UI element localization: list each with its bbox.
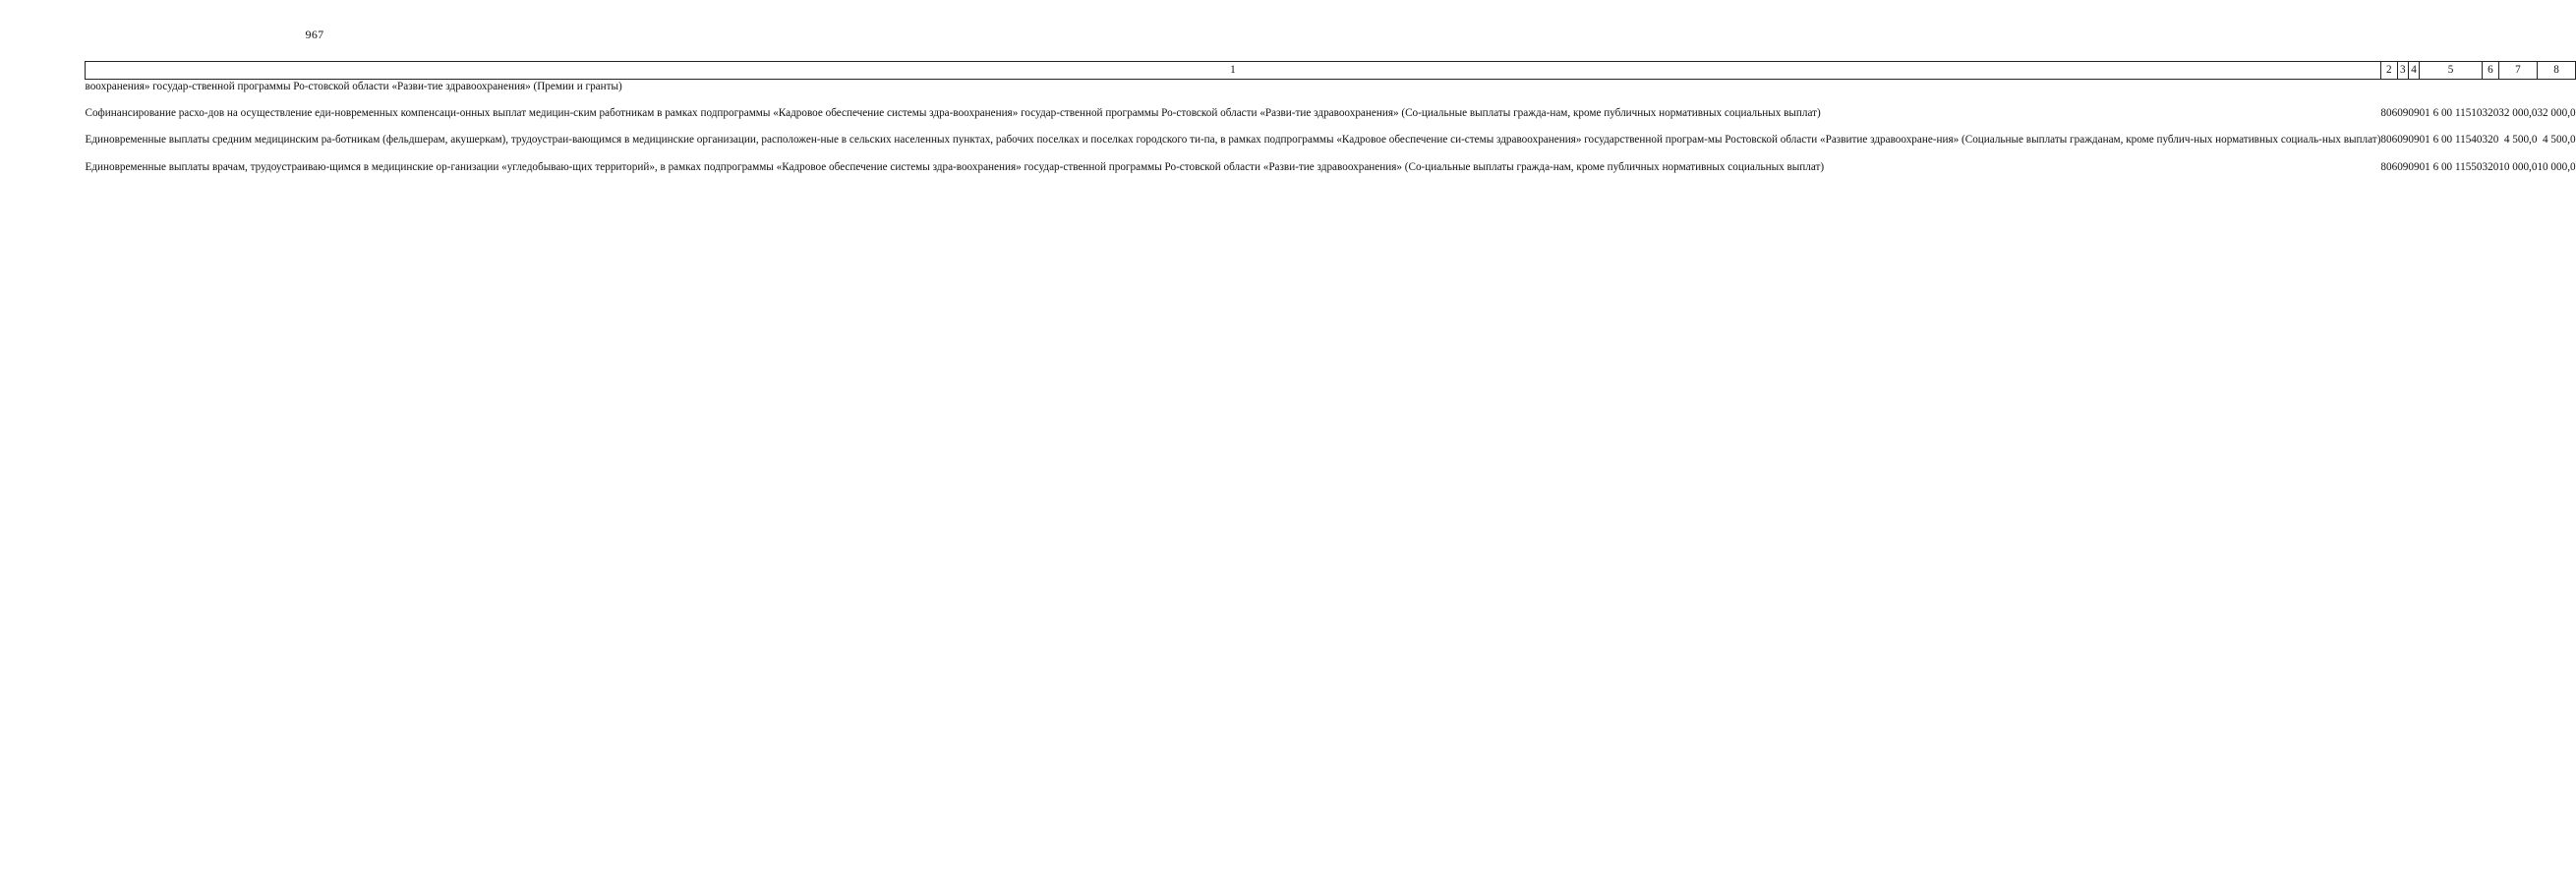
row-amount-2: 32 000,0	[2537, 107, 2576, 120]
row-amount-2	[2537, 80, 2575, 94]
header-col-4: 4	[2408, 62, 2419, 80]
row-target-article: 01 6 00 11540	[2419, 134, 2483, 147]
header-col-1: 1	[86, 62, 2381, 80]
header-row	[86, 62, 2576, 80]
row-amount-2: 10 000,0	[2537, 160, 2576, 173]
row-target-article: 01 6 00 11550	[2419, 160, 2483, 173]
row-amount-1: 10 000,0	[2498, 160, 2538, 173]
table-row	[86, 80, 2576, 94]
header-col-3: 3	[2397, 62, 2408, 80]
row-target-article: 01 6 00 11510	[2419, 107, 2483, 120]
table-row	[86, 93, 2576, 120]
row-description: Единовременные выплаты врачам, трудоустраиваю-щимся в медицинские ор-ганизации «угледобываю-щих территорий», в рамках подпрограммы «Кадровое обеспечение системы здра-воохранения» государ-ственной программы Ро-стовской области «Разви-тие здравоохранения» (Со-циальные выплаты гражда-нам, кроме публичных нормативных социальных выплат)	[85, 160, 1825, 173]
row-description: воохранения» государ-ственной программы Ро-стовской области «Разви-тие здравоохранения» (Премии и гранты)	[85, 81, 622, 92]
row-subsection-code	[2408, 80, 2419, 94]
row-section-code: 09	[2397, 107, 2409, 120]
header-col-5: 5	[2420, 62, 2483, 80]
row-expense-type: 320	[2482, 160, 2499, 173]
table-row	[86, 120, 2576, 147]
header-col-8: 8	[2537, 62, 2575, 80]
header-col-7: 7	[2498, 62, 2537, 80]
row-expense-type: 320	[2482, 134, 2499, 147]
row-expense-type	[2483, 80, 2499, 94]
row-amount-1: 32 000,0	[2498, 107, 2538, 120]
row-description: Единовременные выплаты средним медицинским ра-ботникам (фельдшерам, акушеркам), трудоустраи-вающимся в медицинские организации, расположен-ные в сельских населенных пунктах, рабочих поселках и поселках городского ти-па, в рамках подпрограммы «Кадровое обеспечение си-стемы здравоохранения» государственной програм-мы Ростовской области «Развитие здравоохране-ния» (Социальные выплаты гражданам, кроме публич-ных нормативных социаль-ных выплат)	[85, 134, 2381, 147]
row-expense-type: 320	[2482, 107, 2499, 120]
row-target-article	[2420, 80, 2483, 94]
header-col-2: 2	[2380, 62, 2397, 80]
row-section-code: 09	[2397, 134, 2409, 147]
table-row	[86, 148, 2576, 174]
header-col-6: 6	[2483, 62, 2499, 80]
row-section-code	[2397, 80, 2408, 94]
page-number: 967	[305, 28, 324, 41]
row-subsection-code: 09	[2408, 107, 2420, 120]
row-amount-1	[2498, 80, 2537, 94]
row-amount-2: 4 500,0	[2543, 134, 2576, 147]
row-ministry-code: 806	[2380, 107, 2398, 120]
row-ministry-code: 806	[2380, 160, 2398, 173]
budget-table	[85, 61, 2576, 174]
row-section-code: 09	[2397, 160, 2409, 173]
row-ministry-code	[2380, 80, 2397, 94]
row-subsection-code: 09	[2408, 134, 2420, 147]
row-ministry-code: 806	[2380, 134, 2398, 147]
row-description: Софинансирование расхо-дов на осуществление еди-новременных компенсаци-онных выплат медицин-ским работникам в рамках подпрограммы «Кадровое обеспечение системы здра-воохранения» государ-ственной программы Ро-стовской области «Разви-тие здравоохранения» (Со-циальные выплаты гражда-нам, кроме публичных нормативных социальных выплат)	[85, 107, 1821, 120]
row-subsection-code: 09	[2408, 160, 2420, 173]
row-amount-1: 4 500,0	[2503, 134, 2538, 147]
